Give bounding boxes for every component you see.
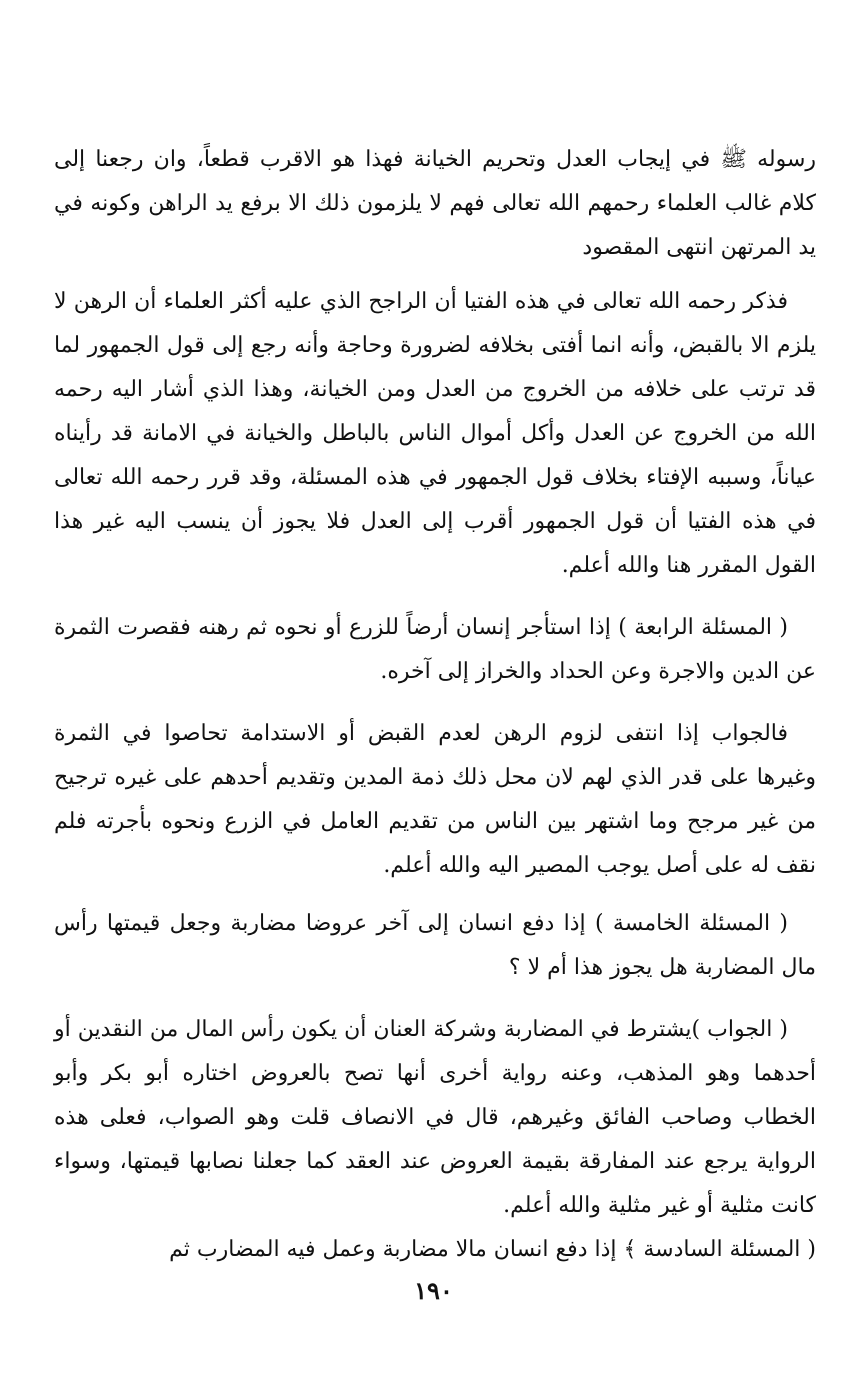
- paragraph-3-question-4: ( المسئلة الرابعة ) إذا استأجر إنسان أرضاً للزرع أو نحوه ثم رهنه فقصرت الثمرة عن الدين والاجرة وعن الحداد والخراز إلى آخره.: [54, 615, 816, 684]
- paragraph-1: رسوله ﷺ في إيجاب العدل وتحريم الخيانة فهذا هو الاقرب قطعاً، وان رجعنا إلى كلام غالب العلماء رحمهم الله تعالى فهم لا يلزمون ذلك الا برفع يد الراهن وكونه في يد المرتهن انتهى المقصود: [54, 147, 816, 260]
- page-body: [54, 138, 816, 1272]
- paragraph-4-answer: فالجواب إذا انتفى لزوم الرهن لعدم القبض أو الاستدامة تحاصوا في الثمرة وغيرها على قدر الذي لهم لان محل ذلك ذمة المدين وتقديم أحدهم على غيره ترجيح من غير مرجح وما اشتهر بين الناس من تقديم العامل في الزرع ونحوه بأجرته فلم نقف له على أصل يوجب المصير اليه والله أعلم.: [54, 721, 816, 878]
- paragraph-6-answer: ( الجواب )يشترط في المضاربة وشركة العنان أن يكون رأس المال من النقدين أو أحدهما وهو المذهب، وعنه رواية أخرى أنها تصح بالعروض اختاره أبو بكر وأبو الخطاب وصاحب الفائق وغيرهم، قال في الانصاف قلت وهو الصواب، فعلى هذه الرواية يرجع عند المفارقة بقيمة العروض عند العقد كما جعلنا نصابها قيمتها، وسواء كانت مثلية أو غير مثلية والله أعلم.: [54, 1017, 816, 1218]
- paragraph-7-question-6: ( المسئلة السادسة ﴾ إذا دفع انسان مالا مضاربة وعمل فيه المضارب ثم: [169, 1237, 816, 1262]
- paragraph-2: فذكر رحمه الله تعالى في هذه الفتيا أن الراجح الذي عليه أكثر العلماء أن الرهن لا يلزم الا بالقبض، وأنه انما أفتى بخلافه لضرورة وحاجة وأنه رجع إلى قول الجمهور لما قد ترتب على خلافه من الخروج من العدل ومن الخيانة، وهذا الذي أشار اليه رحمه الله من الخروج عن العدل وأكل أموال الناس بالباطل والخيانة في الامانة قد رأيناه عياناً، وسببه الإفتاء بخلاف قول الجمهور في هذه المسئلة، وقد قرر رحمه الله تعالى في هذه الفتيا أن قول الجمهور أقرب إلى العدل فلا يجوز أن ينسب اليه غير هذا القول المقرر هنا والله أعلم.: [54, 289, 816, 578]
- paragraph-5-question-5: ( المسئلة الخامسة ) إذا دفع انسان إلى آخر عروضا مضاربة وجعل قيمتها رأس مال المضاربة هل يجوز هذا أم لا ؟: [54, 911, 816, 980]
- page-number: ١٩٠: [414, 1276, 453, 1305]
